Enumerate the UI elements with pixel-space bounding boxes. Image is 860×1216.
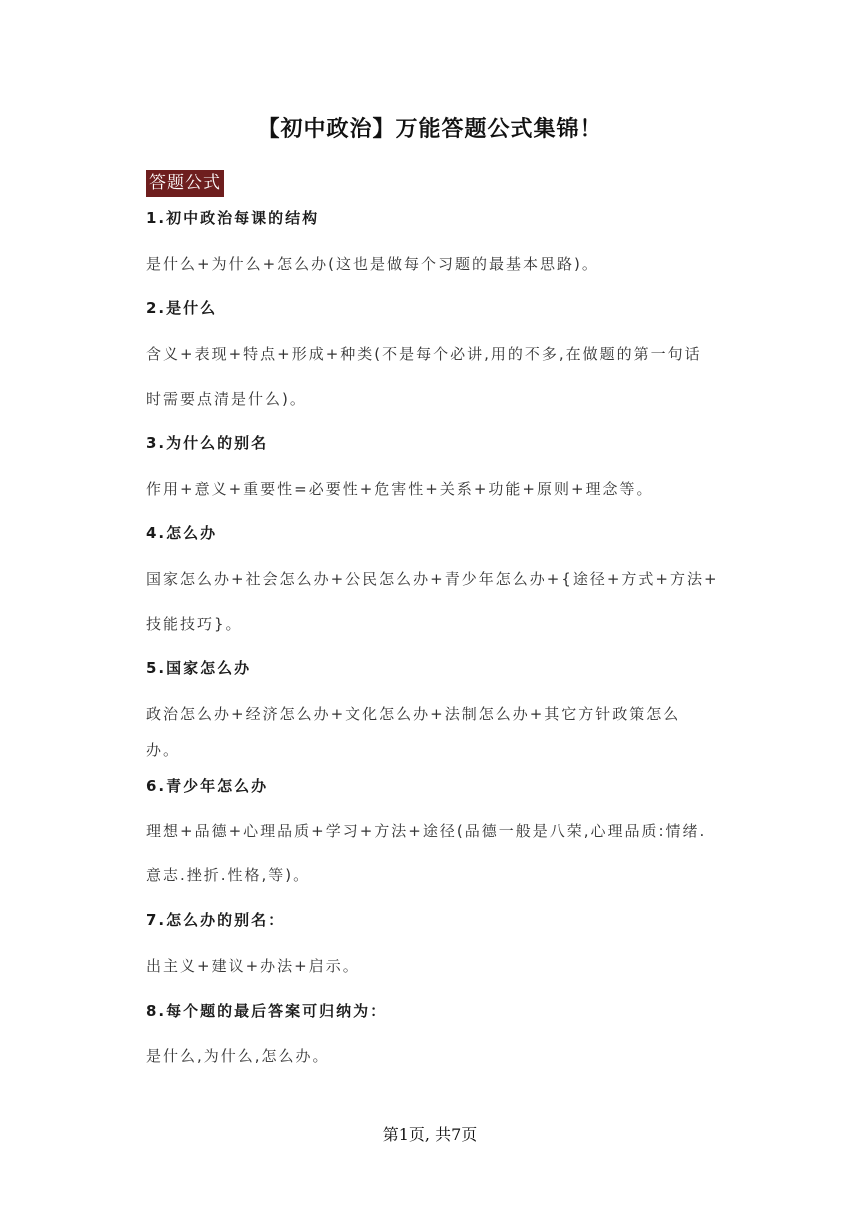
- item-heading: 4.怎么办: [146, 524, 218, 542]
- item-text: 办。: [146, 741, 181, 759]
- item-text: 意志.挫折.性格,等)。: [146, 866, 311, 884]
- document-title: 【初中政治】万能答题公式集锦！: [257, 116, 603, 142]
- item-text: 是什么+为什么+怎么办(这也是做每个习题的最基本思路)。: [146, 255, 599, 273]
- item-heading: 1.初中政治每课的结构: [146, 209, 320, 227]
- item-text: 理想+品德+心理品质+学习+方法+途径(品德一般是八荣,心理品质:情绪.: [146, 822, 707, 840]
- item-text: 国家怎么办+社会怎么办+公民怎么办+青少年怎么办+{途径+方式+方法+: [146, 570, 719, 588]
- item-text: 政治怎么办+经济怎么办+文化怎么办+法制怎么办+其它方针政策怎么: [146, 705, 681, 723]
- item-text: 技能技巧}。: [146, 615, 243, 633]
- item-heading: 5.国家怎么办: [146, 659, 252, 677]
- item-text: 作用+意义+重要性=必要性+危害性+关系+功能+原则+理念等。: [146, 480, 654, 498]
- item-text: 时需要点清是什么)。: [146, 390, 307, 408]
- item-text: 含义+表现+特点+形成+种类(不是每个必讲,用的不多,在做题的第一句话: [146, 345, 702, 363]
- item-heading: 7.怎么办的别名：: [146, 911, 286, 929]
- item-heading: 3.为什么的别名: [146, 434, 269, 452]
- item-heading: 2.是什么: [146, 299, 218, 317]
- page-footer: 第1页, 共7页: [382, 1125, 478, 1144]
- item-heading: 8.每个题的最后答案可归纳为：: [146, 1002, 388, 1020]
- item-heading: 6.青少年怎么办: [146, 777, 269, 795]
- item-text: 出主义+建议+办法+启示。: [146, 957, 360, 975]
- item-text: 是什么,为什么,怎么办。: [146, 1047, 330, 1065]
- section-tag: 答题公式: [146, 170, 224, 197]
